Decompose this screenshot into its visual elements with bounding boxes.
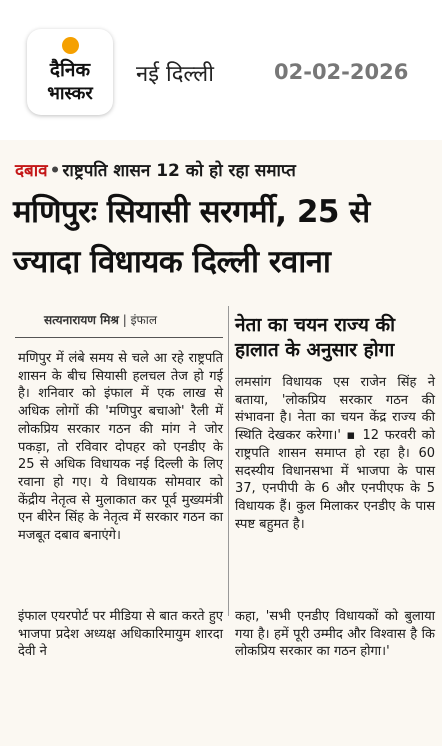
app-header [0,0,442,140]
byline-place: इंफाल [130,313,158,327]
subheadline: नेता का चयन राज्य की हालात के अनुसार होगा [235,314,395,361]
column-divider [228,306,229,616]
byline-author: सत्यनारायण मिश्र [44,313,119,327]
sun-icon [62,37,79,54]
headline-line2: ज्यादा विधायक दिल्ली रवाना [13,244,331,280]
article-right-paragraph-1: लमसांग विधायक एस राजेन सिंह ने बताया, 'लोकप्रिय सरकार गठन की संभावना है। नेता का चयन केंद्र राज्य की स्थिति देखकर करेगा।' ▪ 12 फरवरी को राष्ट्रपति शासन समाप्त हो रहा है। 60 सदस्यीय विधानसभा में भाजपा के पास 37, एनपीपी के 6 और एनपीएफ के 5 विधायक हैं। कुल मिलाकर एनडीए के पास स्पष्ट बहुमत है। [235,375,435,532]
kicker-label: दबाव [15,161,48,181]
headline-line1: मणिपुरः सियासी सरगर्मी, 25 से [13,194,370,230]
edition-city: नई दिल्ली [136,62,214,87]
kicker-bullet-icon: • [49,161,61,181]
edition-date: 02-02-2026 [274,60,409,84]
kicker-text: राष्ट्रपति शासन 12 को हो रहा समाप्त [62,161,296,181]
kicker [15,158,296,181]
logo-text-line1: दैनिक [49,59,91,81]
byline-divider [15,337,223,338]
logo-text-line2: भास्कर [47,83,93,104]
dainik-bhaskar-logo[interactable] [27,29,113,115]
article-left-paragraph-1: मणिपुर में लंबे समय से चले आ रहे राष्ट्रपति शासन के बीच सियासी हलचल तेज हो गई है। शनिवार को इंफाल में एक लाख से अधिक लोगों की 'मणिपुर बचाओ' रैली में लोकप्रिय सरकार गठन की मांग ने जोर पकड़ा, तो रविवार दोपहर को एनडीए के 25 से अधिक विधायक नई दिल्ली के लिए रवाना हो गए। ये विधायक सोमवार को केंद्रीय नेतृत्व से मुलाकात कर पूर्व मुख्यमंत्री एन बीरेन सिंह के नेतृत्व में सरकार गठन का मजबूत दबाव बनाएंगे। [18,351,223,544]
byline-separator: | [122,313,127,327]
article-right-paragraph-2: कहा, 'सभी एनडीए विधायकों को बुलाया गया है। हमें पूरी उम्मीद और विश्वास है कि लोकप्रिय सरकार का गठन होगा।' [235,609,435,660]
article-left-paragraph-2: इंफाल एयरपोर्ट पर मीडिया से बात करते हुए भाजपा प्रदेश अध्यक्ष अधिकारिमायुम शारदा देवी ने [18,609,223,660]
byline [44,311,157,328]
